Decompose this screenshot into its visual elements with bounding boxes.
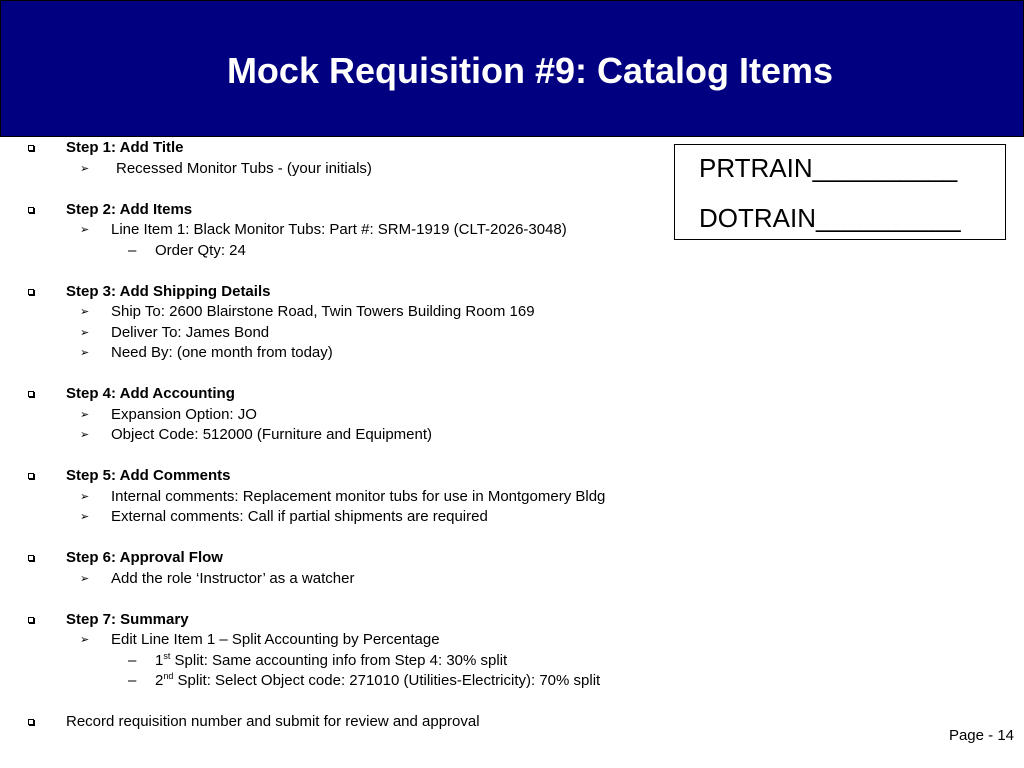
step-2-subitem-1: Order Qty: 24	[155, 241, 246, 259]
step-1-title: Step 1: Add Title	[66, 139, 184, 156]
page-number: Page - 14	[948, 727, 1014, 744]
square-bullet-icon	[28, 289, 34, 295]
list-item	[0, 487, 700, 508]
step-4-item-1: Expansion Option: JO	[111, 405, 257, 423]
step-5-title: Step 5: Add Comments	[66, 467, 231, 484]
list-item	[0, 343, 700, 364]
prtrain-line: PRTRAIN__________	[699, 153, 958, 183]
arrow-bullet-icon: ➢	[80, 511, 90, 523]
step-1	[0, 138, 700, 159]
list-item	[0, 323, 700, 344]
slide-header	[0, 0, 1024, 137]
list-subitem	[0, 241, 700, 262]
square-bullet-icon	[28, 145, 34, 151]
dotrain-line: DOTRAIN__________	[699, 203, 961, 233]
arrow-bullet-icon: ➢	[80, 347, 90, 359]
list-item	[0, 302, 700, 323]
arrow-bullet-icon: ➢	[80, 634, 90, 646]
final-step-text: Record requisition number and submit for review and approval	[66, 713, 480, 730]
list-subitem	[0, 651, 700, 672]
step-5-item-1: Internal comments: Replacement monitor tubs for use in Montgomery Bldg	[111, 487, 606, 505]
arrow-bullet-icon: ➢	[80, 162, 90, 175]
step-2-title: Step 2: Add Items	[66, 200, 193, 218]
step-3	[0, 282, 700, 303]
step-3-item-2: Deliver To: James Bond	[111, 323, 270, 341]
step-4	[0, 384, 700, 405]
arrow-bullet-icon: ➢	[80, 572, 90, 585]
step-3-item-3: Need By: (one month from today)	[111, 344, 333, 361]
step-1-item-1: Recessed Monitor Tubs - (your initials)	[116, 159, 372, 177]
list-item	[0, 425, 700, 446]
square-bullet-icon	[28, 391, 34, 397]
dash-bullet-icon: –	[128, 241, 137, 259]
square-bullet-icon	[28, 473, 34, 479]
square-bullet-icon	[28, 555, 34, 561]
arrow-bullet-icon: ➢	[80, 408, 90, 421]
step-6	[0, 548, 700, 569]
step-7-title: Step 7: Summary	[66, 610, 189, 628]
arrow-bullet-icon: ➢	[80, 224, 90, 236]
step-7-item-1: Edit Line Item 1 – Split Accounting by Percentage	[111, 631, 440, 648]
square-bullet-icon	[28, 207, 34, 213]
square-bullet-icon	[28, 617, 34, 623]
step-7	[0, 610, 700, 631]
step-2-item-1: Line Item 1: Black Monitor Tubs: Part #: SRM-1919 (CLT-2026-3048)	[111, 221, 567, 238]
step-7-subitem-2: 2nd Split: Select Object code: 271010 (Utilities-Electricity): 70% split	[155, 671, 601, 689]
final-step	[0, 712, 700, 733]
arrow-bullet-icon: ➢	[80, 326, 90, 339]
steps-list	[0, 138, 700, 733]
dash-bullet-icon: –	[128, 672, 137, 689]
list-item	[0, 569, 700, 590]
list-item	[0, 630, 700, 651]
list-item	[0, 220, 700, 241]
step-6-title: Step 6: Approval Flow	[66, 549, 223, 566]
list-item	[0, 405, 700, 426]
step-5-item-2: External comments: Call if partial shipments are required	[111, 508, 488, 525]
list-subitem	[0, 671, 700, 692]
step-4-item-2: Object Code: 512000 (Furniture and Equipment)	[111, 426, 433, 443]
step-3-item-1: Ship To: 2600 Blairstone Road, Twin Towers Building Room 169	[111, 303, 535, 320]
arrow-bullet-icon: ➢	[80, 490, 90, 503]
square-bullet-icon	[28, 719, 34, 725]
slide-title: Mock Requisition #9: Catalog Items	[226, 49, 834, 91]
step-3-title: Step 3: Add Shipping Details	[66, 282, 271, 300]
arrow-bullet-icon: ➢	[80, 429, 90, 441]
arrow-bullet-icon: ➢	[80, 306, 90, 318]
step-7-subitem-1: 1st Split: Same accounting info from Step 4: 30% split	[155, 650, 508, 669]
list-item	[0, 159, 700, 180]
step-5	[0, 466, 700, 487]
training-id-box	[674, 144, 1006, 240]
dash-bullet-icon: –	[128, 651, 137, 669]
step-6-item-1: Add the role ‘Instructor’ as a watcher	[111, 569, 355, 587]
step-4-title: Step 4: Add Accounting	[66, 385, 235, 402]
step-2	[0, 200, 700, 221]
list-item	[0, 507, 700, 528]
